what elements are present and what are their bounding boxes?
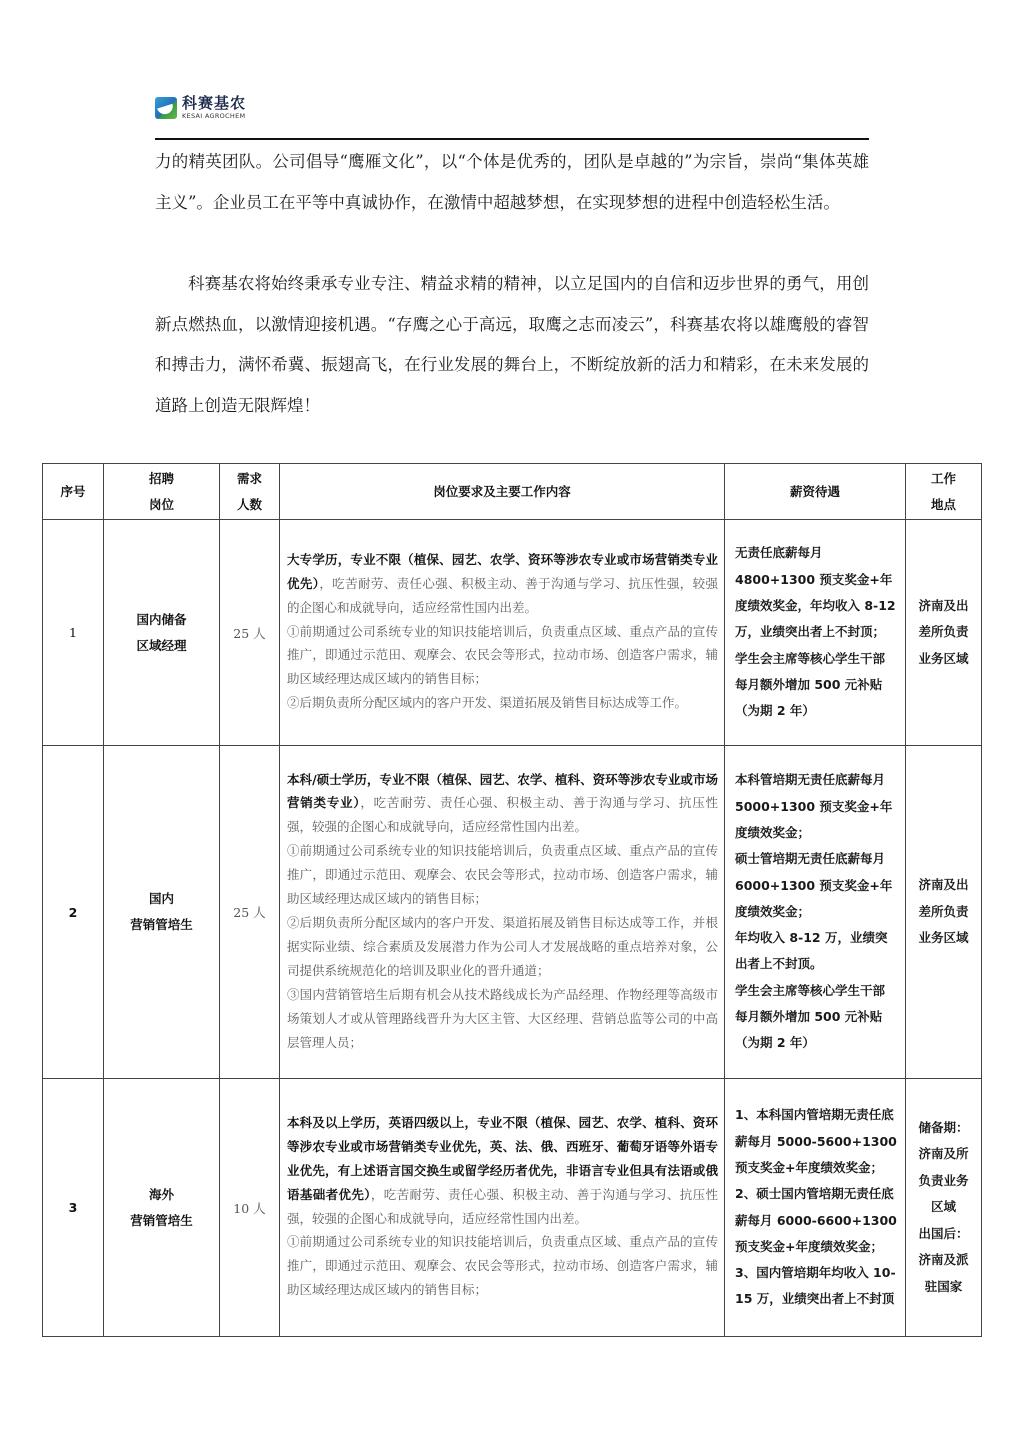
row-location: 储备期： 济南及所 负责业务 区域 出国后： 济南及派 驻国家 <box>906 1079 982 1337</box>
row-seq: 2 <box>43 746 104 1079</box>
header-divider <box>155 138 869 140</box>
requirement-item: ①前期通过公司系统专业的知识技能培训后，负责重点区域、重点产品的宣传推广，即通过示范田、观摩会、农民会等形式，拉动市场、创造客户需求，辅助区域经理达成区域内的销售目标； <box>287 843 718 907</box>
requirement-item: ①前期通过公司系统专业的知识技能培训后，负责重点区域、重点产品的宣传推广，即通过示范田、观摩会、农民会等形式，拉动市场、创造客户需求，辅助区域经理达成区域内的销售目标； <box>287 623 718 687</box>
table-row <box>43 1079 982 1337</box>
row-count: 10 人 <box>220 1079 280 1337</box>
logo-chinese-name: 科赛基农 <box>182 94 247 113</box>
row-count: 25 人 <box>220 746 280 1079</box>
table-row <box>43 520 982 746</box>
row-requirements <box>280 1079 725 1337</box>
table-header-row <box>43 464 982 520</box>
requirement-item: ①前期通过公司系统专业的知识技能培训后，负责重点区域、重点产品的宣传推广，即通过示范田、观摩会、农民会等形式，拉动市场、创造客户需求，辅助区域经理达成区域内的销售目标； <box>287 1234 718 1298</box>
row-salary: 本科管培期无责任底薪每月 5000+1300 预支奖金+年度绩效奖金； 硕士管培期无责任底薪每月 6000+1300 预支奖金+年度绩效奖金； 年均收入 8-12 万，业绩突出者上不封顶。 学生会主席等核心学生干部每月额外增加 500 元补贴（为期 2 年） <box>725 746 906 1079</box>
row-position: 国内 营销管培生 <box>104 746 220 1079</box>
paragraph-vision: 科赛基农将始终秉承专业专注、精益求精的精神，以立足国内的自信和迈步世界的勇气，用创新点燃热血，以激情迎接机遇。“存鹰之心于高远，取鹰之志而凌云”，科赛基农将以雄鹰般的睿智和搏击力，满怀希冀、振翅高飞，在行业发展的舞台上，不断绽放新的活力和精彩，在未来发展的道路上创造无限辉煌！ <box>155 274 869 415</box>
requirement-item: ②后期负责所分配区域内的客户开发、渠道拓展及销售目标达成等工作，并根据实际业绩、综合素质及发展潜力作为公司人才发展战略的重点培养对象，公司提供系统规范化的培训及职业化的晋升通道； <box>287 915 718 978</box>
letterhead-logo <box>155 93 246 123</box>
requirement-qualification: 本科及以上学历，英语四级以上，专业不限（植保、园艺、农学、植科、资环等涉农专业或市场营销类专业优先，英、法、俄、西班牙、葡萄牙语等外语专业优先，有上述语言国交换生或留学经历者优先，非语言专业但具有法语或俄语基础者优先） <box>287 1114 718 1202</box>
row-seq: 3 <box>43 1079 104 1337</box>
row-salary: 1、本科国内管培期无责任底薪每月 5000-5600+1300 预支奖金+年度绩效奖金； 2、硕士国内管培期无责任底薪每月 6000-6600+1300 预支奖金+年度绩效奖金； 3、国内管培期年均收入 10-15 万，业绩突出者上不封顶 <box>725 1079 906 1337</box>
row-location: 济南及出 差所负责 业务区域 <box>906 746 982 1079</box>
requirement-traits: ，吃苦耐劳、责任心强、积极主动、善于沟通与学习、抗压性强，较强的企图心和成就导向，适应经常性国内出差。 <box>287 1186 718 1226</box>
row-count: 25 人 <box>220 520 280 746</box>
row-position: 国内储备 区域经理 <box>104 520 220 746</box>
row-seq: 1 <box>43 520 104 746</box>
requirement-qualification: 本科/硕士学历，专业不限（植保、园艺、农学、植科、资环等涉农专业或市场营销类专业） <box>287 771 718 811</box>
requirement-item: ③国内营销管培生后期有机会从技术路线成长为产品经理、作物经理等高级市场策划人才或从管理路线晋升为大区主管、大区经理、营销总监等公司的中高层管理人员； <box>287 986 718 1050</box>
header-requirements: 岗位要求及主要工作内容 <box>280 464 725 520</box>
requirement-qualification: 大专学历，专业不限（植保、园艺、农学、资环等涉农专业或市场营销类专业优先） <box>287 551 718 591</box>
header-count: 需求 人数 <box>220 464 280 520</box>
header-seq: 序号 <box>43 464 104 520</box>
row-position: 海外 营销管培生 <box>104 1079 220 1337</box>
requirement-traits: ，吃苦耐劳、责任心强、积极主动、善于沟通与学习、抗压性强，较强的企图心和成就导向，适应经常性国内出差。 <box>287 575 718 615</box>
recruitment-table <box>42 463 982 1337</box>
header-location: 工作 地点 <box>906 464 982 520</box>
company-logo-icon <box>155 97 177 119</box>
logo-english-name: KESAI AGROCHEM <box>182 112 246 121</box>
requirement-item: ②后期负责所分配区域内的客户开发、渠道拓展及销售目标达成等工作。 <box>287 695 688 711</box>
row-salary: 无责任底薪每月 4800+1300 预支奖金+年度绩效奖金，年均收入 8-12 万，业绩突出者上不封顶； 学生会主席等核心学生干部每月额外增加 500 元补贴（为期 2 年） <box>725 520 906 746</box>
table-row <box>43 746 982 1079</box>
header-position: 招聘 岗位 <box>104 464 220 520</box>
row-requirements <box>280 746 725 1079</box>
header-salary: 薪资待遇 <box>725 464 906 520</box>
requirement-traits: ，吃苦耐劳、责任心强、积极主动、善于沟通与学习、抗压性强，较强的企图心和成就导向，适应经常性国内出差。 <box>287 795 718 835</box>
row-location: 济南及出 差所负责 业务区域 <box>906 520 982 746</box>
paragraph-culture: 力的精英团队。公司倡导“鹰雁文化”，以“个体是优秀的，团队是卓越的”为宗旨，崇尚“集体英雄主义”。企业员工在平等中真诚协作，在激情中超越梦想，在实现梦想的进程中创造轻松生活。 <box>155 152 869 212</box>
row-requirements <box>280 520 725 746</box>
